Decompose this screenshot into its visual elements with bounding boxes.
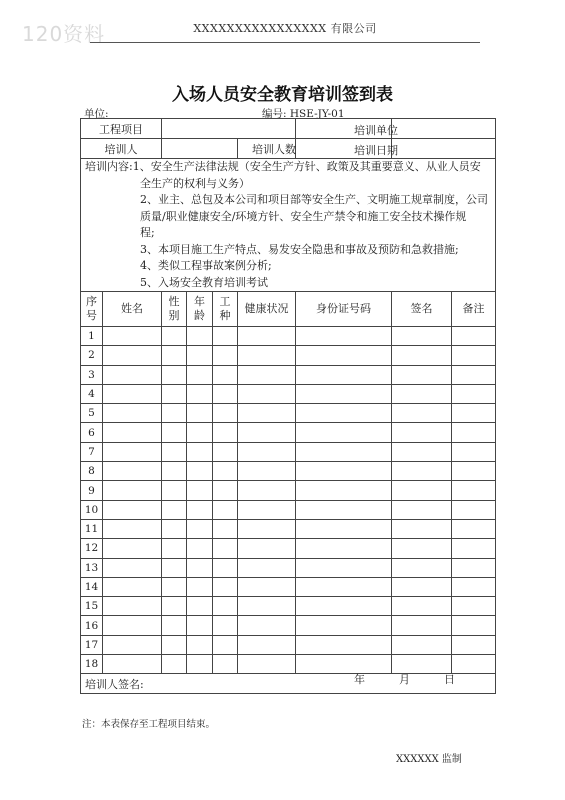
trade-cell[interactable] [213, 365, 238, 384]
trade-cell[interactable] [213, 346, 238, 365]
signoff-date [320, 671, 455, 687]
name-cell[interactable] [103, 597, 162, 616]
age-cell[interactable] [187, 462, 213, 481]
row-number: 3 [81, 365, 103, 384]
trade-cell[interactable] [213, 519, 238, 538]
watermark: 120资料 [22, 22, 106, 46]
table-row [81, 577, 496, 596]
id-number-cell[interactable] [296, 597, 392, 616]
trainer-signature-label: 培训人签名: [85, 677, 144, 691]
col-gender: 性 别 [162, 292, 187, 327]
remarks-cell[interactable] [452, 384, 496, 403]
age-cell[interactable] [187, 500, 213, 519]
health-cell[interactable] [238, 577, 296, 596]
year-label: 年 [354, 673, 365, 687]
unit-label: 单位: [84, 108, 109, 120]
age-cell[interactable] [187, 442, 213, 461]
age-cell[interactable] [187, 558, 213, 577]
col-signature: 签名 [392, 292, 452, 327]
health-cell[interactable] [238, 616, 296, 635]
content-line: 3、本项目施工生产特点、易发安全隐患和事故及预防和急救措施; [140, 242, 459, 256]
gender-cell[interactable] [162, 384, 187, 403]
row-number: 13 [81, 558, 103, 577]
trade-cell[interactable] [213, 481, 238, 500]
signature-cell[interactable] [392, 616, 452, 635]
row-number: 7 [81, 442, 103, 461]
form-code: 编号: HSE-JY-01 [262, 108, 345, 120]
age-cell[interactable] [187, 327, 213, 346]
row-number: 4 [81, 384, 103, 403]
column-header-row [81, 292, 496, 327]
month-label: 月 [399, 673, 410, 687]
trade-cell[interactable] [213, 462, 238, 481]
content-line: 4、类似工程事故案例分析; [140, 259, 272, 272]
health-cell[interactable] [238, 597, 296, 616]
name-cell[interactable] [103, 404, 162, 423]
gender-cell[interactable] [162, 616, 187, 635]
signoff-cell [81, 674, 496, 694]
footer-supervisor: XXXXXX 监制 [396, 754, 462, 765]
table-row [81, 442, 496, 461]
health-cell[interactable] [238, 500, 296, 519]
health-cell[interactable] [238, 539, 296, 558]
health-cell[interactable] [238, 404, 296, 423]
id-number-cell[interactable] [296, 423, 392, 442]
training-unit-label-cell [354, 119, 496, 139]
row-number: 10 [81, 500, 103, 519]
signature-cell[interactable] [392, 327, 452, 346]
signature-cell[interactable] [392, 423, 452, 442]
signature-cell[interactable] [392, 462, 452, 481]
id-number-cell[interactable] [296, 365, 392, 384]
project-row [81, 119, 496, 139]
name-cell[interactable] [103, 519, 162, 538]
company-header: XXXXXXXXXXXXXXXX 有限公司 [193, 22, 377, 35]
age-cell[interactable] [187, 655, 213, 674]
col-age: 年 龄 [187, 292, 213, 327]
signature-cell[interactable] [392, 404, 452, 423]
training-date-label: 培训日期 [354, 144, 398, 157]
remarks-cell[interactable] [452, 442, 496, 461]
table-row [81, 635, 496, 654]
gender-cell[interactable] [162, 558, 187, 577]
name-cell[interactable] [103, 327, 162, 346]
col-remarks: 备注 [452, 292, 496, 327]
trade-cell[interactable] [213, 635, 238, 654]
table-row [81, 365, 496, 384]
gender-cell[interactable] [162, 442, 187, 461]
gender-cell[interactable] [162, 577, 187, 596]
name-cell[interactable] [103, 442, 162, 461]
health-cell[interactable] [238, 655, 296, 674]
row-number: 11 [81, 519, 103, 538]
sign-in-form-table [80, 118, 496, 694]
trainer-row [81, 139, 496, 159]
attendee-rows [81, 327, 496, 674]
health-cell[interactable] [238, 481, 296, 500]
signoff-row [81, 674, 496, 694]
gender-cell[interactable] [162, 404, 187, 423]
signature-cell[interactable] [392, 597, 452, 616]
health-cell[interactable] [238, 423, 296, 442]
id-number-cell[interactable] [296, 519, 392, 538]
age-cell[interactable] [187, 616, 213, 635]
row-number: 8 [81, 462, 103, 481]
id-number-cell[interactable] [296, 635, 392, 654]
signature-cell[interactable] [392, 539, 452, 558]
row-number: 14 [81, 577, 103, 596]
gender-cell[interactable] [162, 327, 187, 346]
remarks-cell[interactable] [452, 423, 496, 442]
row-number: 12 [81, 539, 103, 558]
id-number-cell[interactable] [296, 404, 392, 423]
gender-cell[interactable] [162, 539, 187, 558]
row-number: 5 [81, 404, 103, 423]
table-row [81, 500, 496, 519]
retention-note: 注：本表保存至工程项目结束。 [82, 719, 216, 730]
name-cell[interactable] [103, 616, 162, 635]
name-cell[interactable] [103, 539, 162, 558]
health-cell[interactable] [238, 346, 296, 365]
remarks-cell[interactable] [452, 500, 496, 519]
id-number-cell[interactable] [296, 442, 392, 461]
remarks-cell[interactable] [452, 327, 496, 346]
name-cell[interactable] [103, 577, 162, 596]
signature-cell[interactable] [392, 635, 452, 654]
trade-cell[interactable] [213, 655, 238, 674]
id-number-cell[interactable] [296, 558, 392, 577]
age-cell[interactable] [187, 404, 213, 423]
day-label: 日 [444, 673, 455, 687]
name-cell[interactable] [103, 635, 162, 654]
name-cell[interactable] [103, 384, 162, 403]
col-seq: 序 号 [81, 292, 103, 327]
table-row [81, 558, 496, 577]
table-row [81, 481, 496, 500]
row-number: 6 [81, 423, 103, 442]
remarks-cell[interactable] [452, 616, 496, 635]
health-cell[interactable] [238, 384, 296, 403]
age-cell[interactable] [187, 346, 213, 365]
signature-cell[interactable] [392, 519, 452, 538]
age-cell[interactable] [187, 423, 213, 442]
signature-cell[interactable] [392, 558, 452, 577]
trade-cell[interactable] [213, 616, 238, 635]
content-line: 全生产的权利与义务） [140, 176, 250, 190]
trade-cell[interactable] [213, 558, 238, 577]
table-row [81, 327, 496, 346]
age-cell[interactable] [187, 365, 213, 384]
project-label: 工程项目 [81, 119, 162, 139]
remarks-cell[interactable] [452, 558, 496, 577]
remarks-cell[interactable] [452, 655, 496, 674]
remarks-cell[interactable] [452, 462, 496, 481]
gender-cell[interactable] [162, 346, 187, 365]
remarks-cell[interactable] [452, 346, 496, 365]
gender-cell[interactable] [162, 635, 187, 654]
content-line: 5、入场安全教育培训考试 [140, 275, 268, 289]
row-number: 1 [81, 327, 103, 346]
col-health: 健康状况 [238, 292, 296, 327]
signature-cell[interactable] [392, 500, 452, 519]
trade-cell[interactable] [213, 539, 238, 558]
trade-cell[interactable] [213, 404, 238, 423]
health-cell[interactable] [238, 558, 296, 577]
trade-cell[interactable] [213, 597, 238, 616]
trade-cell[interactable] [213, 442, 238, 461]
remarks-cell[interactable] [452, 404, 496, 423]
age-cell[interactable] [187, 577, 213, 596]
signature-cell[interactable] [392, 346, 452, 365]
health-cell[interactable] [238, 635, 296, 654]
name-cell[interactable] [103, 500, 162, 519]
remarks-cell[interactable] [452, 577, 496, 596]
age-cell[interactable] [187, 519, 213, 538]
id-number-cell[interactable] [296, 577, 392, 596]
training-content [81, 159, 496, 292]
health-cell[interactable] [238, 327, 296, 346]
table-row [81, 462, 496, 481]
name-cell[interactable] [103, 346, 162, 365]
gender-cell[interactable] [162, 597, 187, 616]
signature-cell[interactable] [392, 577, 452, 596]
row-number: 2 [81, 346, 103, 365]
trade-cell[interactable] [213, 327, 238, 346]
id-number-cell[interactable] [296, 384, 392, 403]
gender-cell[interactable] [162, 655, 187, 674]
trainer-label: 培训人 [81, 139, 162, 159]
table-row [81, 597, 496, 616]
remarks-cell[interactable] [452, 539, 496, 558]
age-cell[interactable] [187, 384, 213, 403]
id-number-cell[interactable] [296, 346, 392, 365]
content-row [81, 159, 496, 292]
name-cell[interactable] [103, 462, 162, 481]
page-title: 入场人员安全教育培训签到表 [172, 85, 393, 105]
training-date-label-cell [354, 139, 496, 159]
gender-cell[interactable] [162, 462, 187, 481]
health-cell[interactable] [238, 519, 296, 538]
content-line: 程; [140, 226, 155, 239]
row-number: 9 [81, 481, 103, 500]
gender-cell[interactable] [162, 481, 187, 500]
age-cell[interactable] [187, 539, 213, 558]
remarks-cell[interactable] [452, 365, 496, 384]
trade-cell[interactable] [213, 423, 238, 442]
id-number-cell[interactable] [296, 327, 392, 346]
col-trade: 工 种 [213, 292, 238, 327]
signature-cell[interactable] [392, 384, 452, 403]
id-number-cell[interactable] [296, 500, 392, 519]
health-cell[interactable] [238, 365, 296, 384]
content-line: 2、业主、总包及本公司和项目部等安全生产、文明施工规章制度，公司 [140, 193, 488, 206]
row-number: 18 [81, 655, 103, 674]
content-line: 1、安全生产法律法规（安全生产方针、政策及其重要意义、从业人员安 [132, 160, 481, 173]
remarks-cell[interactable] [452, 481, 496, 500]
health-cell[interactable] [238, 462, 296, 481]
table-row [81, 519, 496, 538]
header-rule [90, 42, 480, 43]
name-cell[interactable] [103, 365, 162, 384]
signature-cell[interactable] [392, 481, 452, 500]
content-heading: 培训内容: [85, 160, 133, 173]
id-number-cell[interactable] [296, 616, 392, 635]
name-cell[interactable] [103, 655, 162, 674]
gender-cell[interactable] [162, 500, 187, 519]
content-line: 质量/职业健康安全/环境方针、安全生产禁令和施工安全技术操作规 [140, 209, 467, 223]
id-number-cell[interactable] [296, 539, 392, 558]
age-cell[interactable] [187, 635, 213, 654]
name-cell[interactable] [103, 481, 162, 500]
project-value-field[interactable] [162, 119, 296, 139]
row-number: 15 [81, 597, 103, 616]
table-row [81, 404, 496, 423]
table-row [81, 346, 496, 365]
col-id-number: 身份证号码 [296, 292, 392, 327]
col-name: 姓名 [103, 292, 162, 327]
table-row [81, 423, 496, 442]
table-row [81, 539, 496, 558]
trainee-count-label: 培训人数 [238, 139, 296, 159]
row-number: 16 [81, 616, 103, 635]
name-cell[interactable] [103, 423, 162, 442]
gender-cell[interactable] [162, 423, 187, 442]
gender-cell[interactable] [162, 519, 187, 538]
trade-cell[interactable] [213, 384, 238, 403]
remarks-cell[interactable] [452, 597, 496, 616]
age-cell[interactable] [187, 597, 213, 616]
id-number-cell[interactable] [296, 481, 392, 500]
remarks-cell[interactable] [452, 519, 496, 538]
trainer-value-field[interactable] [162, 139, 238, 159]
training-unit-label: 培训单位 [354, 124, 398, 137]
name-cell[interactable] [103, 558, 162, 577]
remarks-cell[interactable] [452, 635, 496, 654]
table-row [81, 616, 496, 635]
signature-cell[interactable] [392, 365, 452, 384]
id-number-cell[interactable] [296, 462, 392, 481]
health-cell[interactable] [238, 442, 296, 461]
age-cell[interactable] [187, 481, 213, 500]
row-number: 17 [81, 635, 103, 654]
trade-cell[interactable] [213, 577, 238, 596]
table-row [81, 384, 496, 403]
trade-cell[interactable] [213, 500, 238, 519]
signature-cell[interactable] [392, 442, 452, 461]
gender-cell[interactable] [162, 365, 187, 384]
